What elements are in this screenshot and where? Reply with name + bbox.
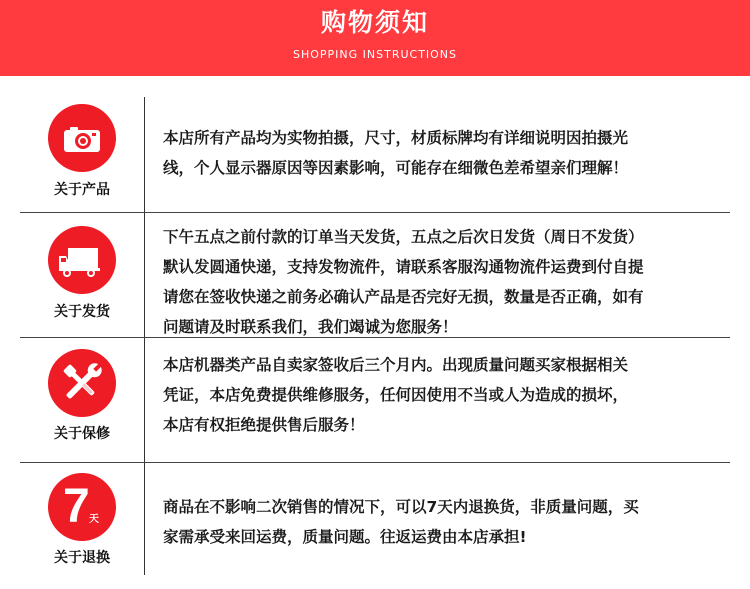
section-divider bbox=[20, 212, 730, 213]
seven-days-icon bbox=[48, 473, 116, 541]
vertical-divider bbox=[144, 97, 145, 575]
text-line: 本店机器类产品自卖家签收后三个月内。出现质量问题买家根据相关 bbox=[163, 356, 629, 374]
text-line: 本店所有产品均为实物拍摄，尺寸，材质标牌均有详细说明因拍摄光 bbox=[163, 129, 629, 147]
section-label-shipping: 关于发货 bbox=[54, 304, 110, 320]
text-line: 商品在不影响二次销售的情况下，可以7天内退换货，非质量问题，买 bbox=[163, 498, 639, 516]
text-line: 本店有权拒绝提供售后服务！ bbox=[163, 416, 365, 434]
section-label-returns: 关于退换 bbox=[54, 550, 110, 566]
text-line: 线，个人显示器原因等因素影响，可能存在细微色差希望亲们理解！ bbox=[163, 159, 629, 177]
delivery-truck-icon bbox=[48, 226, 116, 294]
section-text-shipping bbox=[163, 222, 733, 342]
camera-icon bbox=[48, 104, 116, 172]
text-line: 家需承受来回运费，质量问题。往返运费由本店承担! bbox=[163, 528, 527, 546]
section-text-product bbox=[163, 123, 733, 183]
section-label-warranty: 关于保修 bbox=[54, 426, 110, 442]
wrench-screwdriver-icon bbox=[48, 349, 116, 417]
text-line: 凭证，本店免费提供维修服务，任何因使用不当或人为造成的损坏， bbox=[163, 386, 629, 404]
text-line: 问题请及时联系我们，我们竭诚为您服务！ bbox=[163, 318, 458, 336]
text-line: 默认发圆通快递，支持发物流件，请联系客服沟通物流件运费到付自提 bbox=[163, 258, 644, 276]
section-label-product: 关于产品 bbox=[54, 182, 110, 198]
page-subtitle: SHOPPING INSTRUCTIONS bbox=[292, 48, 458, 61]
header-banner bbox=[0, 0, 750, 76]
page-title: 购物须知 bbox=[320, 8, 429, 37]
seven-days-unit: 天 bbox=[89, 514, 99, 525]
text-line: 下午五点之前付款的订单当天发货，五点之后次日发货（周日不发货） bbox=[163, 228, 644, 246]
section-text-returns bbox=[163, 492, 733, 552]
text-line: 请您在签收快递之前务必确认产品是否完好无损，数量是否正确，如有 bbox=[163, 288, 644, 306]
section-text-warranty bbox=[163, 350, 733, 440]
section-divider bbox=[20, 462, 730, 463]
seven-days-number: 7 bbox=[63, 480, 90, 533]
